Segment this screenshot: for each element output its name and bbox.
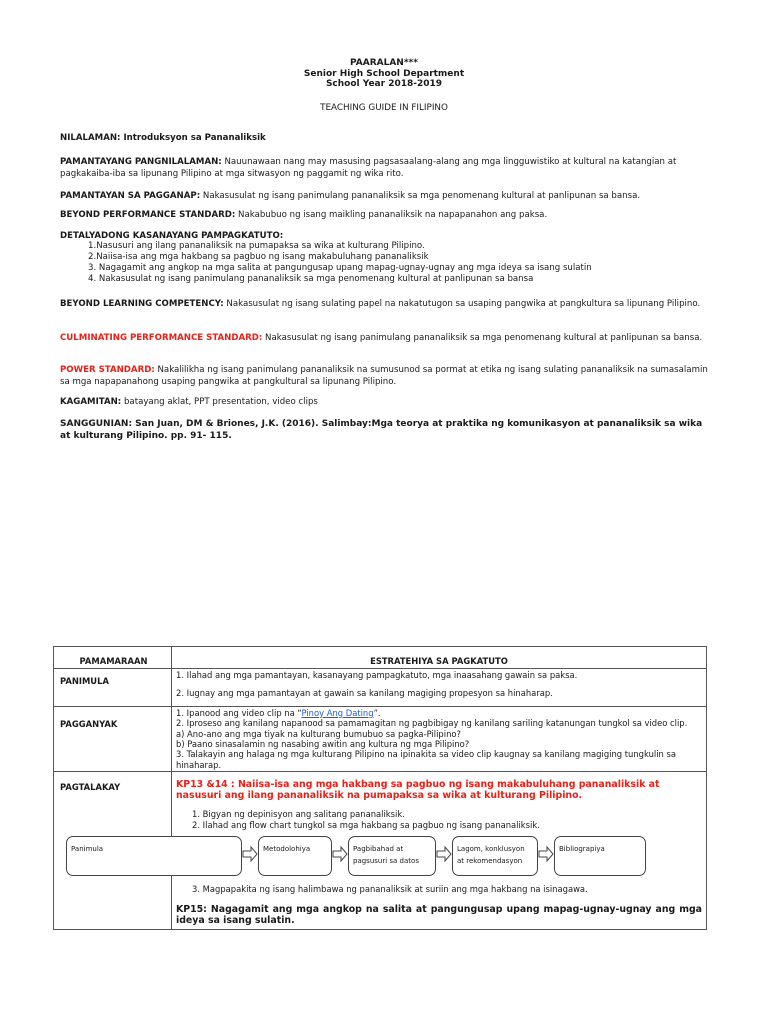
flow-arrow-icon <box>538 846 554 862</box>
pagganyak-cell <box>172 706 707 771</box>
beyond-performance-text: Nakabubuo ng isang maikling pananaliksik na napapanahon ang paksa. <box>235 210 548 220</box>
kp13-heading: KP13 &14 : Naiisa-isa ang mga hakbang sa pagbuo ng isang makabuluhang pananaliksik at nasusuri ang ilang pananaliksik na pumapaksa sa wika at kulturang Pilipino. <box>176 779 660 802</box>
panimula-label: PANIMULA <box>54 669 172 707</box>
pangnilalaman-label: PAMANTAYANG PANGNILALAMAN: <box>60 157 222 167</box>
nilalaman-section <box>60 132 710 144</box>
nilalaman-label: NILALAMAN: <box>60 133 121 143</box>
panimula-item: 1. Ilahad ang mga pamantayan, kasanayang pampagkatuto, mga inaasahang gawain sa paksa. <box>176 670 578 680</box>
power-standard-section <box>60 364 710 388</box>
table-row <box>54 706 707 771</box>
col-estratehiya-header: ESTRATEHIYA SA PAGKATUTO <box>172 647 707 669</box>
beyond-learning-label: BEYOND LEARNING COMPETENCY: <box>60 299 224 309</box>
strategy-table <box>53 646 707 930</box>
sanggunian-section: SANGGUNIAN: San Juan, DM & Briones, J.K. (2016). Salimbay:Mga teorya at praktika ng komunikasyon at pananaliksik sa wika at kulturang Pilipino. pp. 91- 115. <box>60 419 703 441</box>
pagganap-label: PAMANTAYAN SA PAGGANAP: <box>60 191 201 201</box>
pagtalakay-item: 1. Bigyan ng depinisyon ang salitang pananaliksik. <box>192 809 405 820</box>
panimula-cell <box>172 669 707 707</box>
pagganap-section <box>60 190 710 202</box>
pangnilalaman-text: Nauunawaan nang may masusing pagsasaalang-alang ang mga lingguwistiko at kultural na katangian at pagkakaiba-iba sa lipunang Pilipino at mga sitwasyon ng paggamit ng wika rito. <box>60 157 677 179</box>
panimula-item: 2. Iugnay ang mga pamantayan at gawain sa kanilang magiging propesyon sa hinaharap. <box>176 688 553 699</box>
flow-arrow-icon <box>436 846 452 862</box>
school-year: School Year 2018-2019 <box>325 79 443 89</box>
school-name: PAARALAN*** <box>350 58 418 68</box>
beyond-learning-section <box>60 299 710 310</box>
pagtalakay-item: 3. Magpapakita ng isang halimbawa ng pananaliksik at suriin ang mga hakbang na isinagawa. <box>192 884 588 895</box>
video-link[interactable]: Pinoy Ang Dating <box>301 707 374 718</box>
pangnilalaman-section <box>60 156 710 180</box>
pagganap-text: Nakasusulat ng isang panimulang pananaliksik sa mga penomenang kultural at panlipunan sa bansa. <box>200 191 641 201</box>
pagtalakay-item: 2. Ilahad ang flow chart tungkol sa mga hakbang sa pagbuo ng isang pananaliksik. <box>192 819 540 830</box>
flow-step-lagom: Lagom, konklusyon at rekomendasyon <box>452 836 538 876</box>
document-header <box>0 58 768 90</box>
list-item: 3. Nagagamit ang angkop na mga salita at pangungusap upang mapag-ugnay-ugnay ang mga ideya sa isang sulatin <box>88 263 592 273</box>
table-row <box>54 772 707 930</box>
flow-step-bibliograpiya: Bibliograpiya <box>554 836 646 876</box>
kagamitan-label: KAGAMITAN: <box>60 397 122 407</box>
beyond-performance-label: BEYOND PERFORMANCE STANDARD: <box>60 210 236 220</box>
kagamitan-section <box>60 396 710 408</box>
list-item: 2.Naiisa-isa ang mga hakbang sa pagbuo ng isang makabuluhang pananaliksik <box>88 252 429 262</box>
department-name: Senior High School Department <box>303 68 465 79</box>
beyond-learning-text: Nakasusulat ng isang sulating papel na nakatutugon sa usaping pangwika at pangkultura sa lipunang Pilipino. <box>223 299 701 309</box>
table-row <box>54 669 707 707</box>
pagganyak-item: a) Ano-ano ang mga tiyak na kulturang bumubuo sa pagka-Pilipino? <box>176 728 461 739</box>
table-header-row <box>54 647 707 669</box>
flow-arrow-icon <box>242 846 258 862</box>
detalyadong-label-text: DETALYADONG KASANAYANG PAMPAGKATUTO: <box>60 231 284 241</box>
flow-step-panimula: Panimula <box>66 836 242 876</box>
culminating-section <box>60 331 710 345</box>
pagganyak-item <box>176 708 702 718</box>
pagganyak-item: b) Paano sinasalamin ng nasabing awitin ang kultura ng mga Pilipino? <box>176 739 470 750</box>
pagganyak-item: 3. Talakayin ang halaga ng mga kulturang Pilipino na ipinakita sa video clip kaugnay sa kanilang magiging tungkulin sa hinaharap. <box>176 749 676 770</box>
research-flow-chart <box>71 836 702 880</box>
pagganyak-label: PAGGANYAK <box>54 706 172 771</box>
guide-title: TEACHING GUIDE IN FILIPINO <box>320 103 448 113</box>
col-pamamaraan-header: PAMAMARAAN <box>54 647 172 669</box>
flow-arrow-icon <box>332 846 348 862</box>
culminating-label: CULMINATING PERFORMANCE STANDARD: <box>60 333 263 343</box>
detalyadong-list <box>88 241 708 285</box>
beyond-performance-section <box>60 209 710 221</box>
flow-step-pagsusuri: Pagbibahad at pagsusuri sa datos <box>348 836 436 876</box>
pagganyak-item-end: ”. <box>373 707 381 718</box>
kp15-heading: KP15: Nagagamit ang mga angkop na salita at pangungusap upang mapag-ugnay-ugnay ang mga ideya sa isang sulatin. <box>176 904 702 927</box>
kagamitan-text: batayang aklat, PPT presentation, video clips <box>121 397 318 407</box>
pagganyak-item: 2. Iproseso ang kanilang napanood sa pamamagitan ng pagbibigay ng kanilang sariling katanungan tungkol sa video clip. <box>176 718 688 729</box>
flow-step-metodolohiya: Metodolohiya <box>258 836 332 876</box>
power-standard-label: POWER STANDARD: <box>60 365 155 375</box>
nilalaman-text: Introduksyon sa Pananaliksik <box>120 133 266 143</box>
list-item: 4. Nakasusulat ng isang panimulang pananaliksik sa mga penomenang kultural at panlipunan sa bansa <box>88 274 534 284</box>
culminating-text: Nakasusulat ng isang panimulang pananaliksik sa mga penomenang kultural at panlipunan sa bansa. <box>262 333 703 343</box>
list-item: 1.Nasusuri ang ilang pananaliksik na pumapaksa sa wika at kulturang Pilipino. <box>88 241 425 251</box>
pagganyak-item-text: 1. Ipanood ang video clip na “ <box>176 707 302 718</box>
pagtalakay-label: PAGTALAKAY <box>54 772 172 930</box>
power-standard-text: Nakalilikha ng isang panimulang pananaliksik na sumusunod sa pormat at etika ng isang sulating pananaliksik na sumasalamin sa mga napapanahong usaping pangwika at pangkultural sa lipunang Pilipino. <box>60 365 708 387</box>
